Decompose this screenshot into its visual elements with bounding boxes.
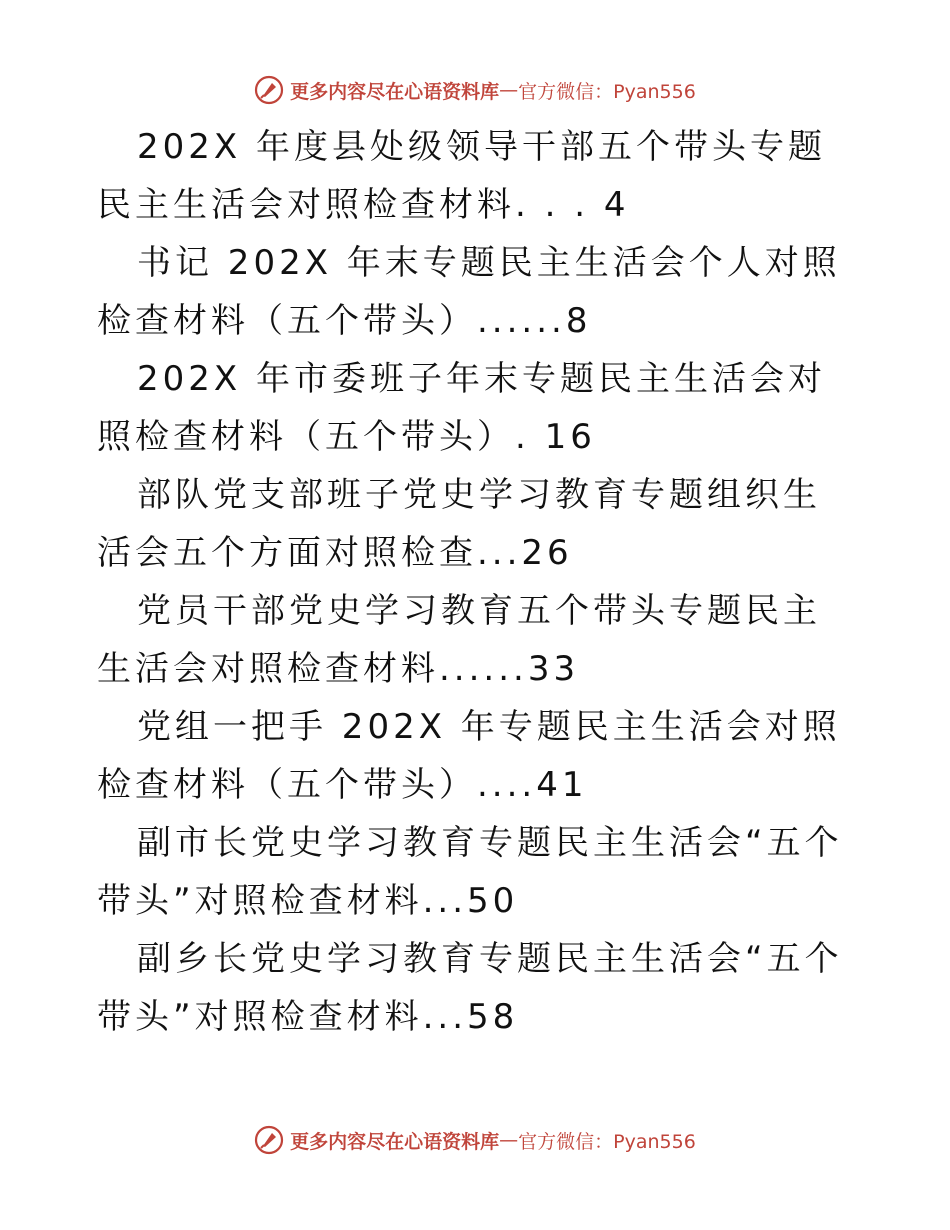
banner-main-text: 更多内容尽在心语资料库 [290,80,500,103]
toc-entry[interactable]: 书记 202X 年末专题民主生活会个人对照检查材料（五个带头）......8 [97,243,841,341]
banner-main-text: 更多内容尽在心语资料库 [290,1130,500,1153]
banner-wechat-text: 官方微信：Pyan556 [518,80,696,103]
header-banner [0,70,950,110]
toc-entry[interactable]: 党组一把手 202X 年专题民主生活会对照检查材料（五个带头）....41 [97,707,841,805]
toc-entry[interactable]: 部队党支部班子党史学习教育专题组织生活会五个方面对照检查...26 [97,475,821,573]
footer-banner [0,1120,950,1160]
banner-dash: — [499,79,519,101]
toc-entry[interactable]: 202X 年市委班子年末专题民主生活会对照检查材料（五个带头）. 16 [97,359,826,457]
banner-wechat-text: 官方微信：Pyan556 [518,1130,696,1153]
pen-nib-logo-icon [254,1125,284,1155]
banner-dash: — [499,1129,519,1151]
table-of-contents [97,118,857,1046]
toc-entry[interactable]: 副市长党史学习教育专题民主生活会“五个带头”对照检查材料...50 [97,823,843,921]
pen-nib-logo-icon [254,75,284,105]
toc-entry[interactable]: 副乡长党史学习教育专题民主生活会“五个带头”对照检查材料...58 [97,939,843,1037]
toc-entry[interactable]: 202X 年度县处级领导干部五个带头专题民主生活会对照检查材料. . . 4 [97,127,826,225]
toc-entry[interactable]: 党员干部党史学习教育五个带头专题民主生活会对照检查材料......33 [97,591,821,689]
